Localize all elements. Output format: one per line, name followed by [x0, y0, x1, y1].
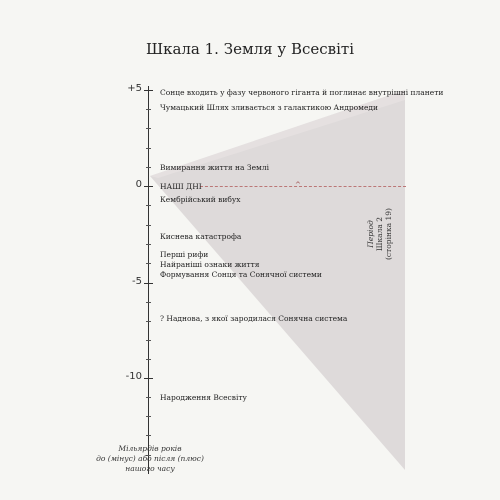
- axis-caption-line3: нашого часу: [125, 464, 175, 473]
- minor-tick: [146, 321, 151, 322]
- minor-tick: [146, 225, 151, 226]
- minor-tick: [146, 244, 151, 245]
- period-label-title: Період: [366, 220, 375, 248]
- tick-minus10: [144, 378, 153, 379]
- minor-tick: [146, 128, 151, 129]
- event-oxygen-catastrophe: Киснева катастрофа: [160, 232, 242, 241]
- event-first-reefs: Перші рифи: [160, 250, 209, 259]
- minor-tick: [146, 397, 151, 398]
- tick-label-minus10: -10: [125, 371, 142, 382]
- minor-tick: [146, 435, 151, 436]
- event-big-bang: Народження Всесвіту: [160, 393, 247, 402]
- event-life-extinction: Вимирання життя на Землі: [160, 163, 270, 172]
- tick-0: [144, 186, 153, 187]
- minor-tick: [146, 205, 151, 206]
- event-solar-system-formation: Формування Сонця та Сонячної системи: [160, 270, 322, 279]
- present-dashed-line: [200, 186, 406, 187]
- tick-plus5: [144, 90, 153, 91]
- event-present-day: НАШІ ДНІ: [160, 182, 202, 191]
- tick-label-minus5: -5: [132, 276, 142, 287]
- minor-tick: [146, 302, 151, 303]
- event-andromeda-merger: Чумацький Шлях зливається з галактикою Андромеди: [160, 103, 379, 112]
- minor-tick: [146, 167, 151, 168]
- minor-tick: [146, 263, 151, 264]
- period-label-page: (сторінка 19): [384, 208, 393, 261]
- minor-tick: [146, 109, 151, 110]
- axis-caption-line1: Мільярдів років: [118, 444, 182, 453]
- period-label: [366, 208, 393, 261]
- minor-tick: [146, 340, 151, 341]
- axis-caption-line2: до (мінус) або після (плюс): [96, 454, 204, 463]
- event-supernova: ? Наднова, з якої зародилася Сонячна система: [160, 314, 348, 323]
- event-earliest-life: Найраніші ознаки життя: [160, 260, 260, 269]
- tick-label-plus5: +5: [127, 83, 142, 94]
- event-red-giant: Сонце входить у фазу червоного гіганта й поглинає внутрішні планети: [160, 88, 444, 97]
- page-title: Шкала 1. Земля у Всесвіті: [145, 40, 355, 58]
- minor-tick: [146, 359, 151, 360]
- event-cambrian-explosion: Кембрійський вибух: [160, 195, 241, 204]
- tick-minus5: [144, 283, 153, 284]
- period-label-scale: Шкала 2: [375, 216, 384, 252]
- present-marker-icon: ^: [295, 181, 301, 189]
- minor-tick: [146, 416, 151, 417]
- axis-caption: [90, 444, 210, 474]
- minor-tick: [146, 148, 151, 149]
- tick-label-0: 0: [135, 179, 142, 190]
